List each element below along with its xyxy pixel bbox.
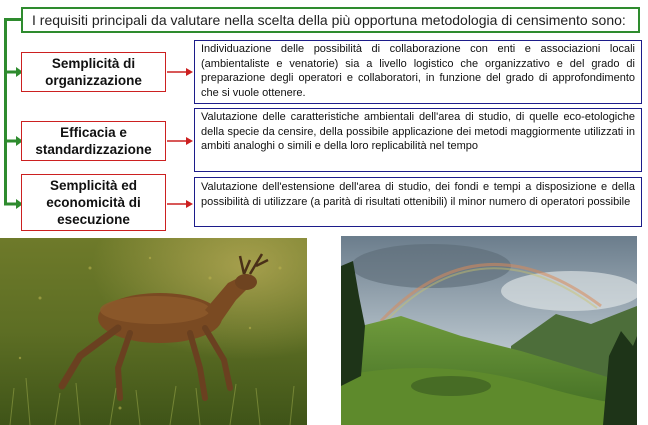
- criterion-description-organization: Individuazione delle possibilità di collaborazione con enti e associazioni locali (ambientaliste e venatorie) sia a livello logistico che organizzativo e del grado di preparazione degli operatori e collaboratori, in funzione del grado di approfondimento che si vuole ottenere.: [194, 40, 642, 104]
- red-arrow-3: [167, 198, 195, 210]
- criterion-description-economy: Valutazione dell'estensione dell'area di studio, dei fondi e tempi a disposizione e della possibilità di utilizzare (a parità di risultati ottenibili) il minor numero di operatori possibile: [194, 177, 642, 227]
- connector-top: [4, 18, 22, 21]
- red-arrow-2: [167, 135, 195, 147]
- landscape-image: [341, 236, 637, 425]
- connector-trunk: [4, 18, 7, 204]
- criterion-label-effectiveness: Efficacia e standardizzazione: [21, 121, 166, 161]
- roe-deer-photo: [0, 238, 307, 425]
- mountain-rainbow-landscape-photo: [341, 236, 637, 425]
- criterion-label-economy: Semplicità ed economicità di esecuzione: [21, 174, 166, 231]
- criterion-label-organization: Semplicità di organizzazione: [21, 52, 166, 92]
- criterion-description-effectiveness: Valutazione delle caratteristiche ambientali dell'area di studio, di quelle eco-etologiche della specie da censire, della possibile applicazione dei metodi maggiormente utilizzati in ambiti analoghi o simili e della loro replicabilità nel tempo: [194, 108, 642, 172]
- red-arrow-1: [167, 66, 195, 78]
- intro-header: [21, 7, 640, 33]
- intro-header-text: I requisiti principali da valutare nella scelta della più opportuna metodologia di censimento sono:: [32, 12, 626, 28]
- roe-deer-image: [0, 238, 307, 425]
